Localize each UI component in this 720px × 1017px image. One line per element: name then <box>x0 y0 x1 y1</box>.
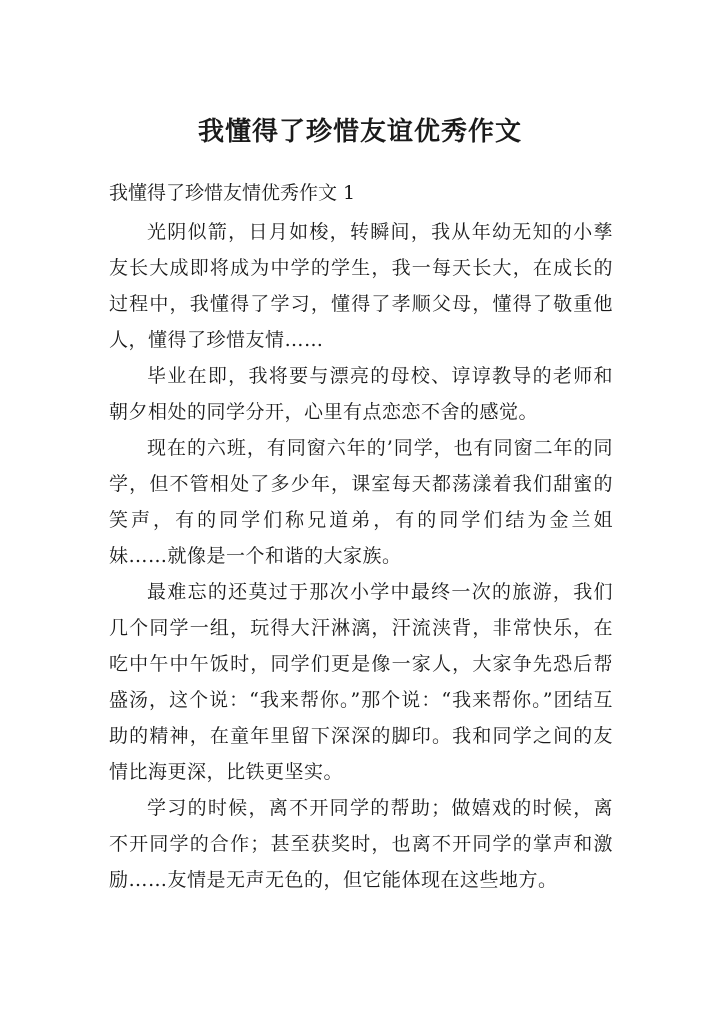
paragraph: 最难忘的还莫过于那次小学中最终一次的旅游，我们几个同学一组，玩得大汗淋漓，汗流浃背，非常快乐，在吃中午中午饭时，同学们更是像一家人，大家争先恐后帮盛汤，这个说：“我来帮你。”那个说：“我来帮你。”团结互助的精神，在童年里留下深深的脚印。我和同学之间的友情比海更深，比铁更坚实。 <box>109 581 613 783</box>
essay-subtitle: 我懂得了珍惜友情优秀作文 1 <box>109 182 356 204</box>
page-title: 我懂得了珍惜友谊优秀作文 <box>197 117 522 147</box>
paragraph: 现在的六班，有同窗六年的’同学，也有同窗二年的同学，但不管相处了多少年，课室每天都荡漾着我们甜蜜的笑声，有的同学们称兄道弟，有的同学们结为金兰姐妹……就像是一个和谐的大家族。 <box>109 437 613 567</box>
paragraph: 毕业在即，我将要与漂亮的母校、谆谆教导的老师和朝夕相处的同学分开，心里有点恋恋不舍的感觉。 <box>109 365 613 423</box>
paragraph: 学习的时候，离不开同学的帮助；做嬉戏的时候，离不开同学的合作；甚至获奖时，也离不开同学的掌声和激励……友情是无声无色的，但它能体现在这些地方。 <box>109 797 613 891</box>
essay-body <box>109 214 613 898</box>
paragraph: 光阴似箭，日月如梭，转瞬间，我从年幼无知的小孳友长大成即将成为中学的学生，我一每天长大，在成长的过程中，我懂得了学习，懂得了孝顺父母，懂得了敬重他人，懂得了珍惜友情…… <box>109 221 613 351</box>
